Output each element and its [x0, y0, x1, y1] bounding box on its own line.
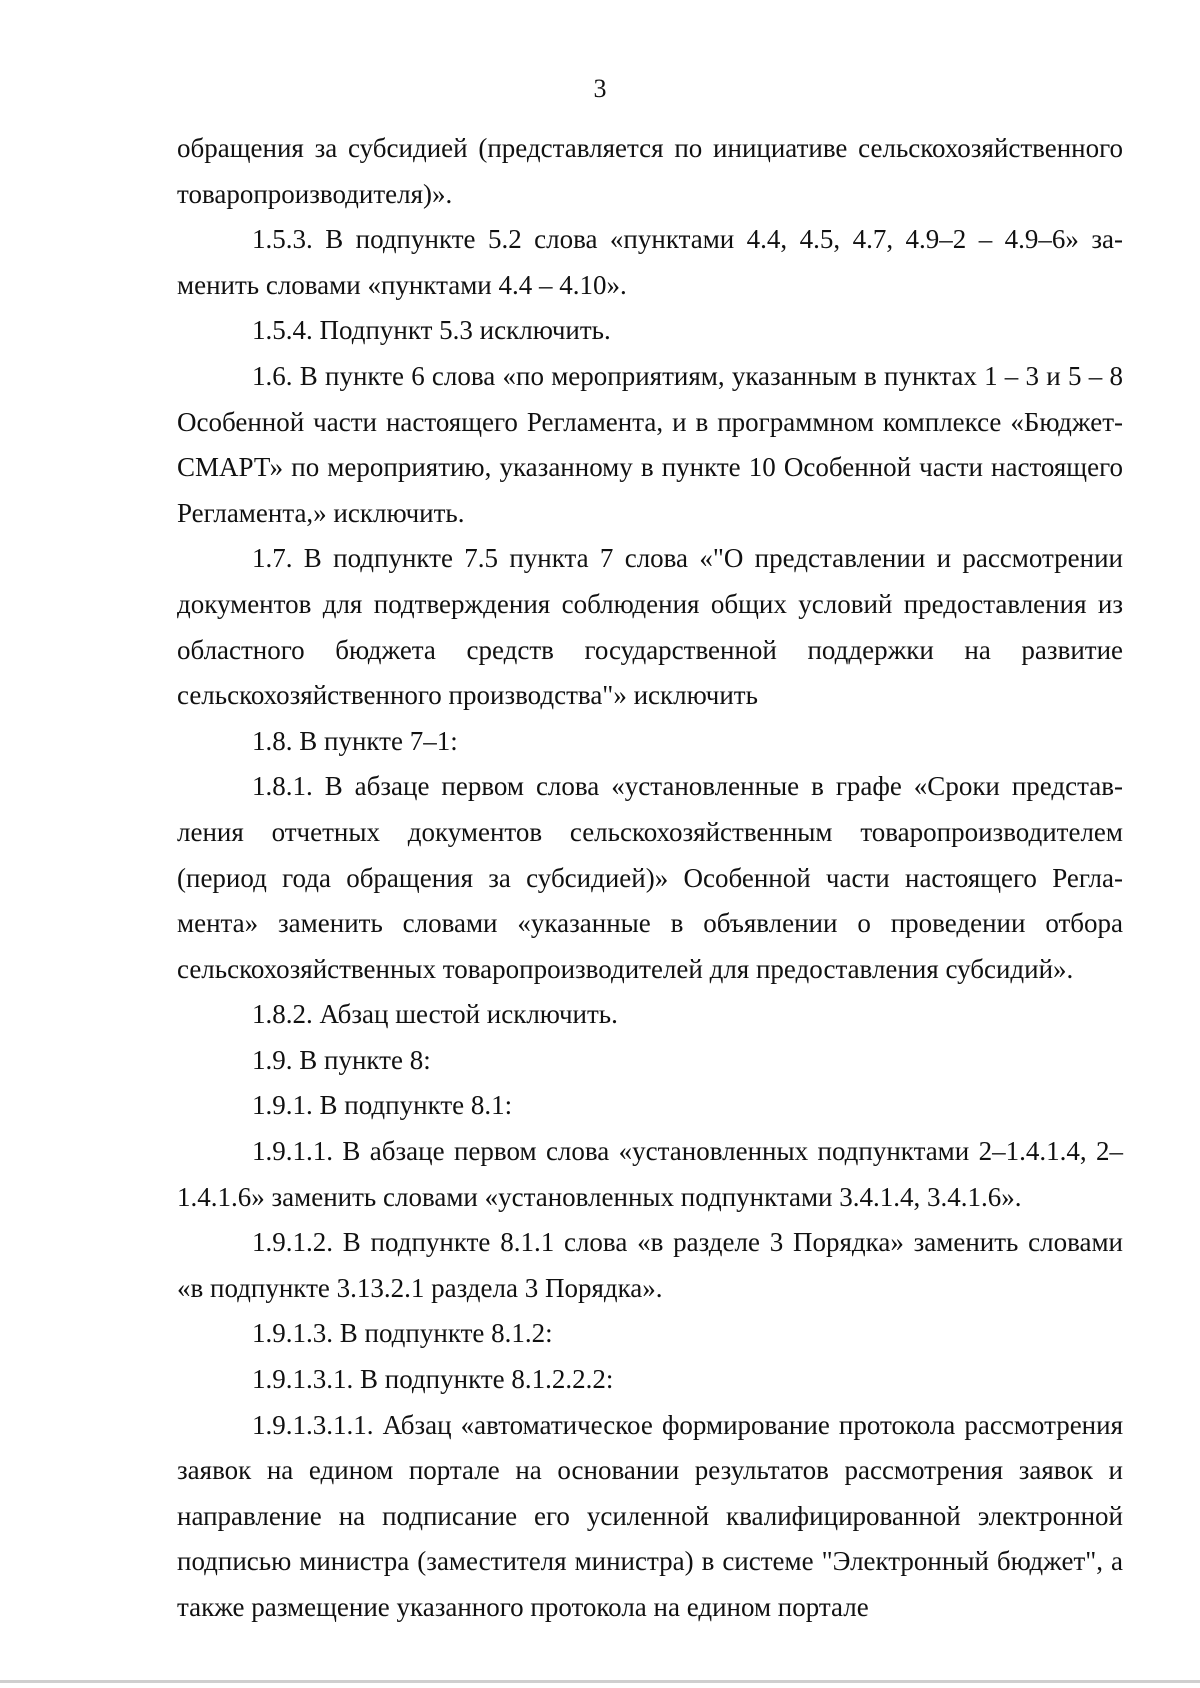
document-body	[177, 126, 1123, 1631]
paragraph-1-9-1: 1.9.1. В подпункте 8.1:	[252, 1090, 513, 1121]
paragraph-1-9-1-3: 1.9.1.3. В подпункте 8.1.2:	[252, 1318, 553, 1349]
page-number: 3	[593, 74, 607, 103]
scan-bottom-edge	[0, 1680, 1200, 1683]
paragraph-1-5-3: 1.5.3. В подпункте 5.2 слова «пунктами 4.4, 4.5, 4.7, 4.9–2 – 4.9–6» заменить словами «пунктами 4.4 – 4.10».	[177, 224, 1123, 300]
paragraph-1-9-1-3-1-1: 1.9.1.3.1.1. Абзац «автоматическое формирование протокола рассмотрения заявок на едином портале на основании результатов рассмотрения заявок и направление на подписание его усиленной квалифицированной электронной подписью министра (заместителя министра) в системе "Электронный бюджет", а также размещение указанного протокола на едином портале	[177, 1409, 1123, 1622]
paragraph-1-8-2: 1.8.2. Абзац шестой исключить.	[252, 999, 618, 1030]
paragraph-1-8: 1.8. В пункте 7–1:	[252, 725, 458, 756]
paragraph-1-6: 1.6. В пункте 6 слова «по мероприятиям, указанным в пунктах 1 – 3 и 5 – 8 Особенной части настоящего Регламента, и в программном комплексе «Бюджет-СМАРТ» по мероприятию, указанному в пункте 10 Особенной части настоящего Регламента,» исключить.	[177, 360, 1123, 528]
paragraph-1-9-1-3-1: 1.9.1.3.1. В подпункте 8.1.2.2.2:	[252, 1364, 614, 1395]
paragraph-1-9-1-1: 1.9.1.1. В абзаце первом слова «установленных подпунктами 2–1.4.1.4, 2–1.4.1.6» заменить словами «установленных подпунктами 3.4.1.4, 3.4.1.6».	[177, 1136, 1123, 1212]
paragraph-continuation: обращения за субсидией (представляется по инициативе сельскохозяйственного товаропроизводителя)».	[177, 133, 1123, 209]
paragraph-1-5-4: 1.5.4. Подпункт 5.3 исключить.	[252, 315, 611, 346]
paragraph-1-9: 1.9. В пункте 8:	[252, 1044, 431, 1075]
paragraph-1-9-1-2: 1.9.1.2. В подпункте 8.1.1 слова «в разделе 3 Порядка» заменить словами «в подпункте 3.13.2.1 раздела 3 Порядка».	[177, 1227, 1123, 1303]
paragraph-1-8-1: 1.8.1. В абзаце первом слова «установленные в графе «Сроки представления отчетных документов сельскохозяйственным товаропроизводителем (период года обращения за субсидией)» Особенной части настоящего Регламента» заменить словами «указанные в объявлении о проведении отбора сельскохозяйственных товаропроизводителей для предоставления субсидий».	[177, 771, 1123, 984]
paragraph-1-7: 1.7. В подпункте 7.5 пункта 7 слова «"О представлении и рассмотрении документов для подтверждения соблюдения общих условий предоставления из областного бюджета средств государственной поддержки на развитие сельскохозяйственного производства"» исключить	[177, 543, 1123, 711]
